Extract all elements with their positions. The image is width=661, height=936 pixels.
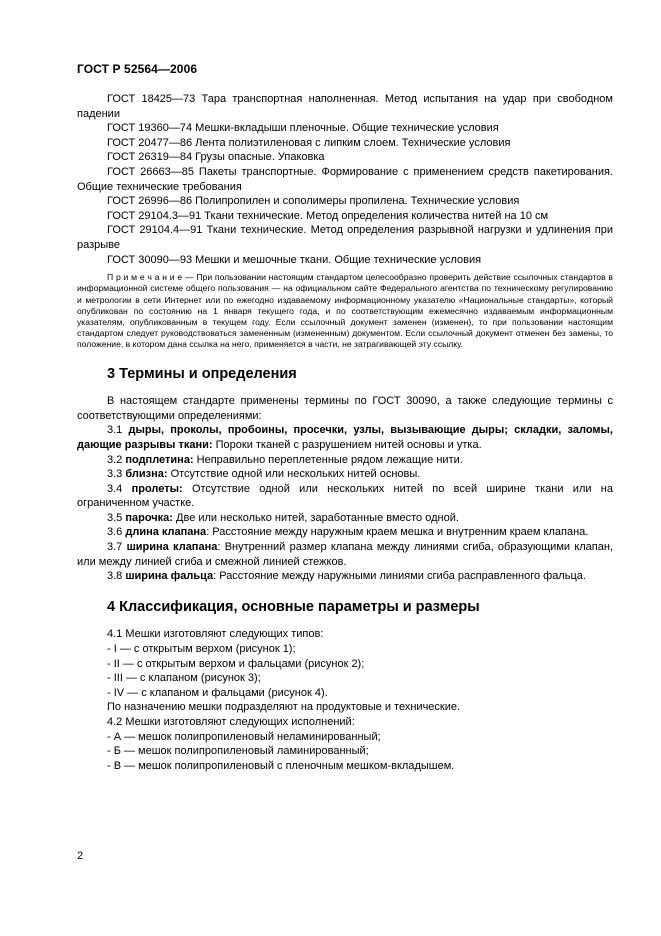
page-number: 2 bbox=[77, 850, 84, 862]
term-item: 3.5 парочка: Две или несколько нитей, заработанные вместо одной. bbox=[107, 511, 459, 524]
term-item: 3.1 дыры, проколы, пробоины, просечки, узлы, вызывающие дыры; складки, заломы, дающие разрывы ткани: Пороки тканей с разрушением нитей основы и утка. bbox=[77, 424, 613, 451]
section-4-line: - I — с открытым верхом (рисунок 1); bbox=[107, 643, 296, 656]
term-name: ширина клапана bbox=[126, 541, 218, 554]
ref-item: ГОСТ 26319—84 Грузы опасные. Упаковка bbox=[107, 151, 325, 164]
term-name: парочка: bbox=[125, 511, 173, 524]
section-4-line: - Б — мешок полипропиленовый ламинированный; bbox=[107, 745, 369, 758]
term-definition: Отсутствие одной или нескольких нитей по всей ширине ткани или на ограниченном участке. bbox=[77, 482, 613, 510]
term-definition: : Расстояние между наружными линиями сгиба расправленного фальца. bbox=[213, 570, 586, 583]
ref-item: ГОСТ 26996—86 Полипропилен и сополимеры пропилена. Технические условия bbox=[107, 195, 520, 208]
section-4-line: - В — мешок полипропиленовый с пленочным мешком-вкладышем. bbox=[107, 759, 455, 772]
note-label: П р и м е ч а н и е bbox=[107, 272, 183, 283]
term-definition: : Расстояние между наружным краем мешка и внутренним краем клапана. bbox=[206, 526, 589, 539]
term-name: близна: bbox=[125, 468, 168, 481]
document-body bbox=[77, 92, 613, 773]
section-4-line: - IV — с клапаном и фальцами (рисунок 4). bbox=[107, 686, 328, 699]
term-definition: Неправильно переплетенные рядом лежащие нити. bbox=[193, 453, 463, 466]
reference-note bbox=[77, 272, 613, 350]
term-name: длина клапана bbox=[125, 526, 207, 539]
section-4-line: 4.1 Мешки изготовляют следующих типов: bbox=[107, 628, 324, 641]
section-4-line: - III — с клапаном (рисунок 3); bbox=[107, 672, 261, 685]
term-definition: : Внутренний размер клапана между линиями сгиба, образующими клапан, или между линией сгиба и смежной линией стежков. bbox=[77, 541, 614, 568]
note-text: — При пользовании настоящим стандартом целесообразно проверить действие ссылочных стандартов в информационной системе общего пользования — на официальном сайте Федерального агентства по техническому регулированию и метрологии в сети Интернет или по ежегодно издаваемому информационному указателю «Национальные стандарты», который опубликован по состоянию на 1 января текущего года, и по соответствующим ежемесячно издаваемым информационным указателям, опубликованным в текущем году. Если ссылочный документ заменен (изменен), то при пользовании настоящим стандартом следует руководствоваться замененным (измененным) документом. Если ссылочный документ отменен без замены, то положение, в котором дана ссылка на него, применяется в части, не затрагивающей эту ссылку. bbox=[77, 272, 613, 350]
section-3-title: 3 Термины и определения bbox=[107, 365, 297, 382]
term-item: 3.8 ширина фальца: Расстояние между наружными линиями сгиба расправленного фальца. bbox=[107, 570, 586, 583]
section-4-line: - А — мешок полипропиленовый неламинированный; bbox=[107, 730, 381, 743]
ref-item: ГОСТ 19360—74 Мешки-вкладыши пленочные. Общие технические условия bbox=[107, 122, 499, 135]
ref-item: ГОСТ 29104.3—91 Ткани технические. Метод определения количества нитей на 10 см bbox=[107, 209, 549, 222]
term-definition: Пороки тканей с разрушением нитей основы и утка. bbox=[212, 438, 482, 451]
section-4-line: - II — с открытым верхом и фальцами (рисунок 2); bbox=[107, 657, 365, 670]
ref-item: ГОСТ 18425—73 Тара транспортная наполненная. Метод испытания на удар при свободном падении bbox=[77, 93, 613, 120]
term-name: дыры, проколы, пробоины, просечки, узлы, вызывающие дыры; складки, заломы, дающие разрывы ткани: bbox=[77, 424, 613, 451]
section-4-line: По назначению мешки подразделяют на продуктовые и технические. bbox=[107, 701, 461, 714]
term-item: 3.4 пролеты: Отсутствие одной или нескольких нитей по всей ширине ткани или на ограниченном участке. bbox=[77, 482, 613, 510]
term-item: 3.2 подплетина: Неправильно переплетенные рядом лежащие нити. bbox=[107, 453, 463, 466]
term-name: подплетина: bbox=[125, 453, 194, 466]
term-name: ширина фальца bbox=[125, 570, 214, 583]
section-3-intro: В настоящем стандарте применены термины по ГОСТ 30090, а также следующие термины с соответствующими определениями: bbox=[77, 395, 613, 422]
term-name: пролеты: bbox=[131, 482, 183, 495]
term-item: 3.7 ширина клапана: Внутренний размер клапана между линиями сгиба, образующими клапан, или между линией сгиба и смежной линией стежков. bbox=[77, 541, 614, 568]
section-4-title: 4 Классификация, основные параметры и размеры bbox=[107, 598, 480, 615]
term-definition: Две или несколько нитей, заработанные вместо одной. bbox=[172, 511, 459, 524]
ref-item: ГОСТ 20477—86 Лента полиэтиленовая с липким слоем. Технические условия bbox=[107, 136, 511, 149]
document-header: ГОСТ Р 52564—2006 bbox=[77, 62, 198, 76]
ref-item: ГОСТ 26663—85 Пакеты транспортные. Формирование с применением средств пакетирования. Общие технические требования bbox=[77, 165, 613, 193]
term-item: 3.3 близна: Отсутствие одной или нескольких нитей основы. bbox=[107, 468, 421, 481]
section-4-line: 4.2 Мешки изготовляют следующих исполнений: bbox=[107, 716, 355, 729]
ref-item: ГОСТ 30090—93 Мешки и мешочные ткани. Общие технические условия bbox=[107, 253, 482, 266]
term-item: 3.6 длина клапана: Расстояние между наружным краем мешка и внутренним краем клапана. bbox=[107, 526, 589, 539]
term-definition: Отсутствие одной или нескольких нитей основы. bbox=[167, 468, 421, 481]
ref-item: ГОСТ 29104.4—91 Ткани технические. Метод определения разрывной нагрузки и удлинения при разрыве bbox=[77, 224, 613, 251]
